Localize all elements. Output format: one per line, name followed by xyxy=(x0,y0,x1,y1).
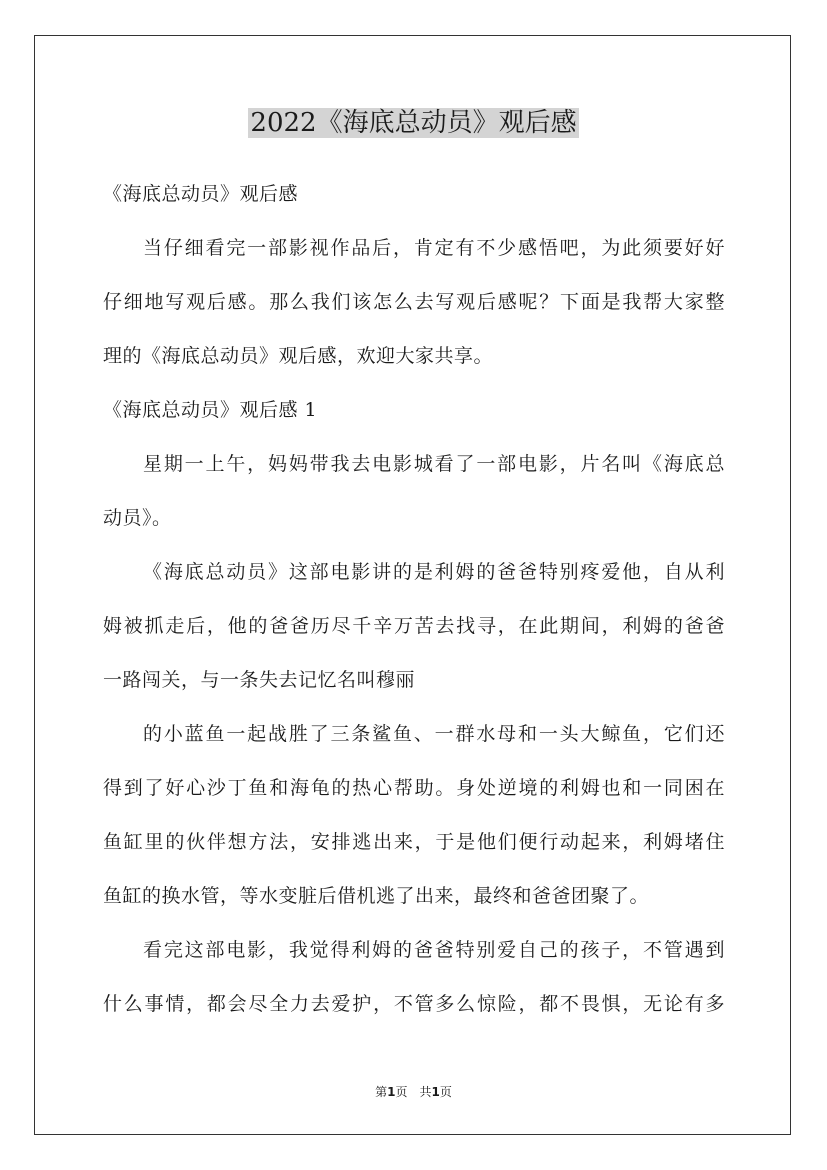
paragraph-heading-line: 《海底总动员》观后感 xyxy=(103,183,299,205)
paragraph-line: 鱼缸的换水管，等水变脏后借机逃了出来，最终和爸爸团聚了。 xyxy=(103,885,650,907)
paragraph-line: 星期一上午，妈妈带我去电影城看了一部电影，片名叫《海底总 xyxy=(143,453,725,475)
paragraph-line: 的小蓝鱼一起战胜了三条鲨鱼、一群水母和一头大鲸鱼，它们还 xyxy=(143,723,725,745)
paragraph-line: 姆被抓走后，他的爸爸历尽千辛万苦去找寻，在此期间，利姆的爸爸 xyxy=(103,615,725,637)
paragraph-line: 一路闯关，与一条失去记忆名叫穆丽 xyxy=(103,669,416,691)
paragraph-line: 理的《海底总动员》观后感，欢迎大家共享。 xyxy=(103,345,494,367)
page-footer xyxy=(0,1082,827,1102)
footer-page-total: 1 xyxy=(431,1085,440,1099)
footer-page-suffix: 页 xyxy=(439,1085,452,1099)
footer-page-current: 1 xyxy=(387,1085,396,1099)
paragraph-line: 动员》。 xyxy=(103,507,172,529)
paragraph-line: 看完这部电影，我觉得利姆的爸爸特别爱自己的孩子，不管遇到 xyxy=(143,939,725,961)
document-body xyxy=(103,174,725,1024)
paragraph-line: 当仔细看完一部影视作品后，肯定有不少感悟吧，为此须要好好 xyxy=(143,237,725,259)
footer-page-prefix: 第 xyxy=(375,1085,388,1099)
paragraph-heading-line: 《海底总动员》观后感 1 xyxy=(103,399,318,421)
document-title-text: 2022《海底总动员》观后感 xyxy=(250,108,577,138)
paragraph-line: 《海底总动员》这部电影讲的是利姆的爸爸特别疼爱他，自从利 xyxy=(143,561,725,583)
footer-page-mid: 页 共 xyxy=(395,1085,432,1099)
paragraph-line: 鱼缸里的伙伴想方法，安排逃出来，于是他们便行动起来，利姆堵住 xyxy=(103,831,725,853)
paragraph-line: 得到了好心沙丁鱼和海龟的热心帮助。身处逆境的利姆也和一同困在 xyxy=(103,777,725,799)
document-title xyxy=(0,101,827,145)
paragraph-line: 什么事情，都会尽全力去爱护，不管多么惊险，都不畏惧，无论有多 xyxy=(103,993,725,1015)
paragraph-line: 仔细地写观后感。那么我们该怎么去写观后感呢？下面是我帮大家整 xyxy=(103,291,725,313)
